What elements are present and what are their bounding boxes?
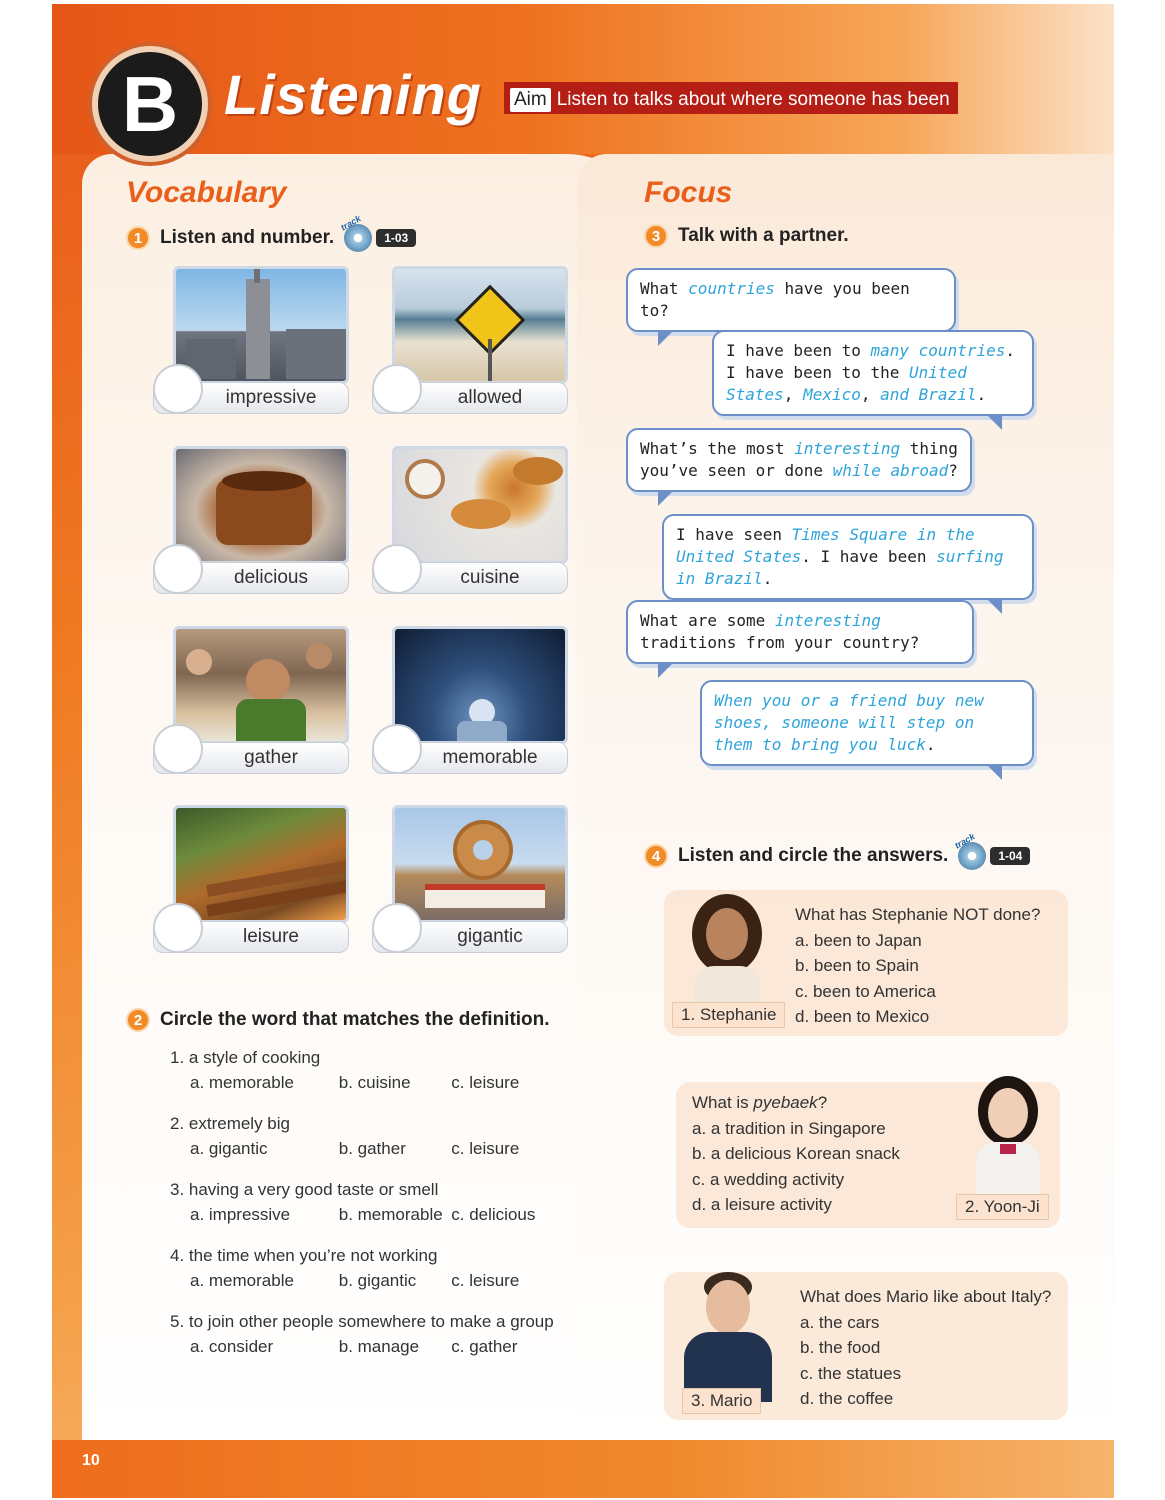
- exercise-1-number: 1: [126, 226, 150, 250]
- answer-option[interactable]: b. a delicious Korean snack: [692, 1144, 900, 1163]
- speech-bubble-3: [626, 428, 972, 492]
- vocab-card-gather: [153, 626, 349, 774]
- number-answer-circle[interactable]: [372, 903, 422, 953]
- exercise-4-header: [644, 842, 1030, 870]
- question-text: 1. a style of cooking: [170, 1048, 321, 1067]
- bubble-text: ,: [783, 385, 804, 404]
- bubble-highlight: Mexico: [803, 385, 861, 404]
- exercise-3-number: 3: [644, 224, 668, 248]
- bubble-text: . I have been to the: [726, 341, 1015, 382]
- track-1-03[interactable]: [344, 224, 416, 252]
- name-tag: 3. Mario: [682, 1388, 761, 1414]
- exercise-4-instruction: Listen and circle the answers.: [678, 845, 949, 866]
- answer-option[interactable]: c. the statues: [800, 1363, 902, 1383]
- bubble-text: I have seen: [676, 525, 792, 544]
- section-badge: B: [92, 46, 208, 162]
- bubble-text: What: [640, 279, 689, 298]
- bubble-text: traditions from your country?: [640, 633, 920, 652]
- bubble-text: What’s the most: [640, 439, 795, 458]
- question-text: [692, 1090, 900, 1116]
- vocab-card-allowed: [372, 266, 568, 414]
- option-a[interactable]: a. memorable: [190, 1073, 294, 1092]
- bubble-text: thing you’ve seen or done: [640, 439, 958, 480]
- option-b[interactable]: b. cuisine: [338, 1073, 411, 1092]
- bubble-highlight: interesting: [774, 611, 881, 630]
- exercise-3-instruction: Talk with a partner.: [678, 225, 849, 246]
- question-text-emphasis: pyebaek: [753, 1093, 818, 1112]
- option-b[interactable]: b. gigantic: [338, 1271, 417, 1290]
- speech-bubble-5: [626, 600, 974, 664]
- bubble-highlight: while abroad: [832, 461, 949, 480]
- focus-heading: Focus: [644, 176, 733, 209]
- number-answer-circle[interactable]: [372, 364, 422, 414]
- bubble-text: have you been to?: [640, 279, 910, 320]
- aim-label: Aim: [510, 88, 551, 112]
- bubble-highlight: countries: [688, 279, 775, 298]
- answer-option[interactable]: d. the coffee: [800, 1389, 894, 1408]
- photo-park-bench: [173, 805, 349, 923]
- exercise-1-instruction: Listen and number.: [160, 227, 335, 248]
- option-c[interactable]: c. delicious: [451, 1205, 536, 1224]
- vocab-card-impressive: [153, 266, 349, 414]
- page-number: 10: [82, 1452, 100, 1469]
- photo-aquarium: [392, 626, 568, 744]
- photo-giant-donut: [392, 805, 568, 923]
- option-c[interactable]: c. gather: [451, 1337, 518, 1356]
- track-1-04[interactable]: [958, 842, 1030, 870]
- exercise-2-header: [126, 1008, 550, 1032]
- number-answer-circle[interactable]: [153, 544, 203, 594]
- definition-questions: [170, 1046, 600, 1376]
- number-answer-circle[interactable]: [153, 903, 203, 953]
- option-b[interactable]: b. memorable: [338, 1205, 443, 1224]
- vocab-word: allowed: [372, 382, 568, 414]
- header-band: [52, 4, 1114, 154]
- answer-option[interactable]: b. the food: [800, 1338, 881, 1357]
- bubble-text: What are some: [640, 611, 775, 630]
- answer-option[interactable]: a. a tradition in Singapore: [692, 1118, 886, 1138]
- question-text: 5. to join other people somewhere to make a group: [170, 1312, 554, 1331]
- question-text-part: ?: [817, 1093, 828, 1112]
- number-answer-circle[interactable]: [153, 364, 203, 414]
- vocab-word: delicious: [153, 562, 349, 594]
- audio-track-icon: [958, 842, 986, 870]
- page-title: Listening: [224, 63, 482, 126]
- option-c[interactable]: c. leisure: [451, 1271, 520, 1290]
- number-answer-circle[interactable]: [372, 544, 422, 594]
- question-text: 3. having a very good taste or smell: [170, 1180, 439, 1199]
- exercise-2-number: 2: [126, 1008, 150, 1032]
- page: [52, 4, 1114, 1498]
- bubble-text: I have been to: [726, 341, 871, 360]
- bubble-highlight: many countries: [870, 341, 1006, 360]
- option-a[interactable]: a. memorable: [190, 1271, 294, 1290]
- track-number: 1-03: [376, 229, 416, 247]
- vocab-word: cuisine: [372, 562, 568, 594]
- question-text: What does Mario like about Italy?: [800, 1287, 1052, 1306]
- aim-text: Listen to talks about where someone has been: [556, 89, 950, 110]
- stephanie-photo: [672, 890, 782, 1016]
- bubble-highlight: surfing in Brazil: [676, 547, 1004, 588]
- footer-band: [52, 1440, 1114, 1498]
- photo-croissants: [392, 446, 568, 564]
- bubble-highlight: United States: [726, 363, 967, 404]
- yoon-ji-photo: [956, 1072, 1056, 1202]
- vocab-card-gigantic: [372, 805, 568, 953]
- speech-bubble-6: [700, 680, 1034, 766]
- speech-bubble-4: [662, 514, 1034, 600]
- answer-option[interactable]: c. been to America: [795, 981, 936, 1001]
- vocab-word: impressive: [153, 382, 349, 414]
- vocab-card-memorable: [372, 626, 568, 774]
- question-4: [170, 1244, 600, 1292]
- name-tag: 1. Stephanie: [672, 1002, 785, 1028]
- question-text-part: What is: [692, 1093, 754, 1112]
- option-a[interactable]: a. gigantic: [190, 1139, 268, 1158]
- answer-question-2: [692, 1090, 900, 1218]
- bubble-text: .: [762, 569, 773, 588]
- answer-option[interactable]: c. a wedding activity: [692, 1169, 845, 1189]
- bubble-highlight: When you or a friend buy new shoes, someone will step on them to bring you luck: [714, 691, 984, 754]
- question-3: [170, 1178, 600, 1226]
- exercise-2-instruction: Circle the word that matches the definition.: [160, 1009, 550, 1030]
- exercise-3-header: [644, 224, 849, 248]
- number-answer-circle[interactable]: [153, 724, 203, 774]
- question-text: 4. the time when you’re not working: [170, 1246, 438, 1265]
- speech-bubble-2: [712, 330, 1034, 416]
- number-answer-circle[interactable]: [372, 724, 422, 774]
- aim-banner: [504, 82, 958, 114]
- bubble-highlight: and Brazil: [880, 385, 977, 404]
- question-1: [170, 1046, 600, 1094]
- vocab-word: leisure: [153, 921, 349, 953]
- question-text: What has Stephanie NOT done?: [795, 905, 1041, 924]
- bubble-text: . I have been: [801, 547, 937, 566]
- answer-option[interactable]: d. been to Mexico: [795, 1007, 930, 1026]
- photo-family-meal: [173, 626, 349, 744]
- option-a[interactable]: a. consider: [190, 1337, 274, 1356]
- vocab-card-cuisine: [372, 446, 568, 594]
- photo-beach-sign: [392, 266, 568, 384]
- bubble-text: .: [925, 735, 936, 754]
- answer-option[interactable]: a. the cars: [800, 1312, 880, 1332]
- photo-skyline: [173, 266, 349, 384]
- answer-question-1: [795, 902, 1040, 1030]
- vocab-word: gigantic: [372, 921, 568, 953]
- vocab-card-leisure: [153, 805, 349, 953]
- mario-photo: [678, 1266, 778, 1402]
- exercise-4-number: 4: [644, 844, 668, 868]
- answer-option[interactable]: b. been to Spain: [795, 956, 919, 975]
- question-5: [170, 1310, 600, 1358]
- bubble-highlight: interesting: [794, 439, 901, 458]
- track-number: 1-04: [990, 847, 1030, 865]
- bubble-highlight: Times Square in the United States: [676, 525, 975, 566]
- answer-question-3: [800, 1284, 1051, 1412]
- option-b[interactable]: b. gather: [338, 1139, 406, 1158]
- vocabulary-heading: Vocabulary: [126, 176, 287, 209]
- bubble-text: ?: [948, 461, 958, 480]
- option-c[interactable]: c. leisure: [451, 1139, 520, 1158]
- question-2: [170, 1112, 600, 1160]
- bubble-text: ,: [860, 385, 881, 404]
- bubble-text: .: [976, 385, 987, 404]
- answer-option[interactable]: a. been to Japan: [795, 930, 922, 950]
- vocab-word: memorable: [372, 742, 568, 774]
- option-a[interactable]: a. impressive: [190, 1205, 291, 1224]
- question-text: 2. extremely big: [170, 1114, 290, 1133]
- audio-track-icon: [344, 224, 372, 252]
- exercise-1-header: [126, 224, 416, 252]
- option-c[interactable]: c. leisure: [451, 1073, 520, 1092]
- speech-bubble-1: [626, 268, 956, 332]
- photo-cake: [173, 446, 349, 564]
- vocab-word: gather: [153, 742, 349, 774]
- answer-option[interactable]: d. a leisure activity: [692, 1195, 832, 1214]
- vocab-card-delicious: [153, 446, 349, 594]
- option-b[interactable]: b. manage: [338, 1337, 420, 1356]
- name-tag: 2. Yoon-Ji: [956, 1194, 1049, 1220]
